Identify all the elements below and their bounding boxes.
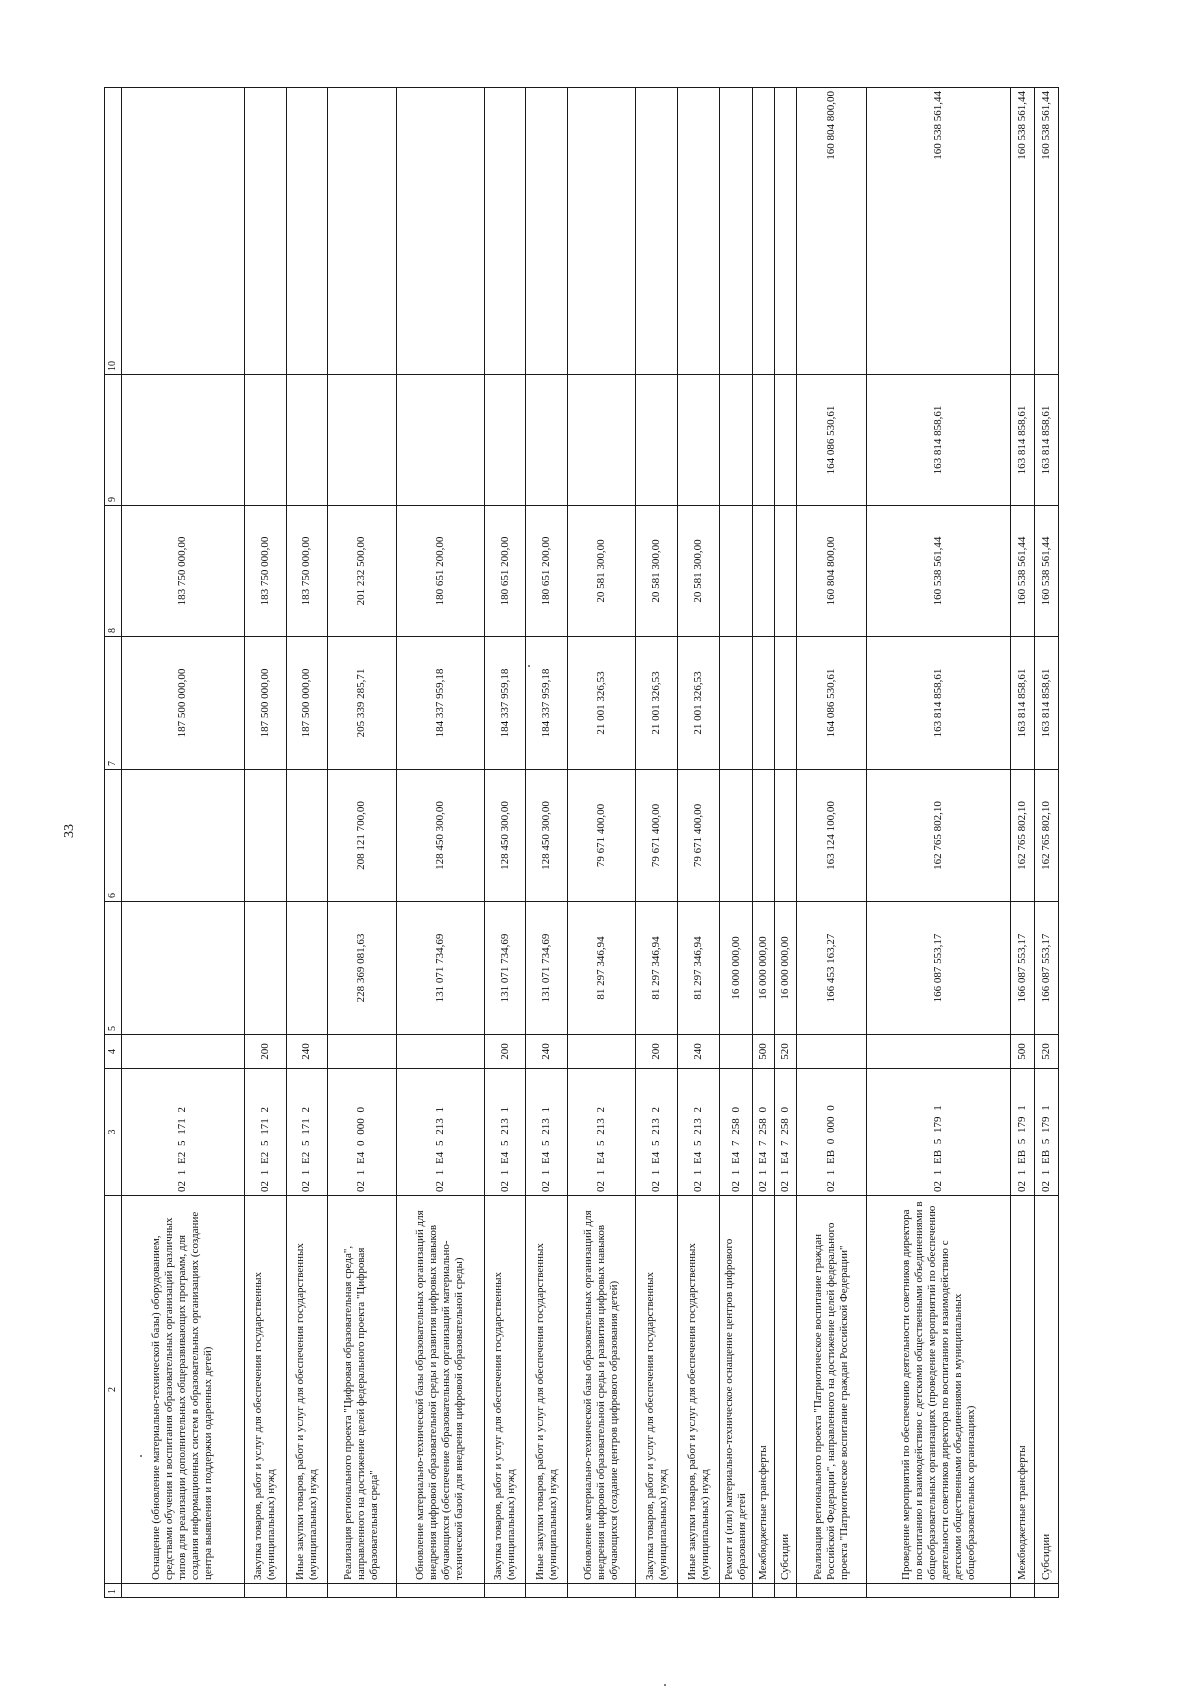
header-cell: 1 [105, 1584, 122, 1598]
amount-cell-col8: 20 581 300,00 [568, 506, 636, 637]
amount-cell-col7: 205 339 285,71 [328, 637, 396, 770]
description-cell: Субсидии [1034, 1196, 1058, 1584]
amount-cell-col6: 128 450 300,00 [484, 770, 526, 902]
amount-cell-col6 [720, 770, 753, 902]
amount-cell-col6: 79 671 400,00 [636, 770, 678, 902]
amount-cell-col10 [720, 88, 753, 375]
budget-code-cell: 02 1 Е4 0 000 0 [328, 1069, 396, 1196]
row-number-cell [396, 1584, 484, 1598]
budget-code-cell: 02 1 Е4 7 258 0 [720, 1069, 753, 1196]
header-cell: 4 [105, 1035, 122, 1069]
table-row [1010, 88, 1034, 1598]
amount-cell-col7: 184 337 959,18 [396, 637, 484, 770]
row-number-cell [775, 1584, 797, 1598]
budget-code-cell: 02 1 Е4 7 258 0 [753, 1069, 775, 1196]
row-number-cell [1010, 1584, 1034, 1598]
amount-cell-col5: 16 000 000,00 [720, 902, 753, 1035]
amount-cell-col5: 81 297 346,94 [568, 902, 636, 1035]
expense-type-cell [396, 1035, 484, 1069]
amount-cell-col10 [678, 88, 720, 375]
amount-cell-col7: 187 500 000,00 [244, 637, 286, 770]
amount-cell-col7: 163 814 858,61 [867, 637, 1010, 770]
amount-cell-col5 [121, 902, 244, 1035]
amount-cell-col10 [753, 88, 775, 375]
amount-cell-col9 [568, 375, 636, 506]
table-row [636, 88, 678, 1598]
row-number-cell [678, 1584, 720, 1598]
amount-cell-col8: 160 538 561,44 [867, 506, 1010, 637]
amount-cell-col5: 81 297 346,94 [636, 902, 678, 1035]
budget-code-cell: 02 1 ЕВ 5 179 1 [1034, 1069, 1058, 1196]
amount-cell-col9: 163 814 858,61 [867, 375, 1010, 506]
amount-cell-col7 [775, 637, 797, 770]
description-cell: Иные закупки товаров, работ и услуг для обеспечения государственных (муниципальных) нужд [678, 1196, 720, 1584]
description-cell: Проведение мероприятий по обеспечению деятельности советников директора по воспитанию и взаимодействию с детскими общественными объединениями в общеобразовательных организациях (проведение мероприятий по обеспечению деятельности советников директора по воспитанию и взаимодействию с детскими общественными объединениями в муниципальных общеобразовательных организациях) [867, 1196, 1010, 1584]
amount-cell-col5: 166 087 553,17 [1034, 902, 1058, 1035]
row-number-cell [484, 1584, 526, 1598]
amount-cell-col10: 160 538 561,44 [1034, 88, 1058, 375]
table-row [526, 88, 568, 1598]
amount-cell-col10: 160 538 561,44 [1010, 88, 1034, 375]
amount-cell-col10 [244, 88, 286, 375]
row-number-cell [753, 1584, 775, 1598]
amount-cell-col8: 180 651 200,00 [484, 506, 526, 637]
row-number-cell [244, 1584, 286, 1598]
amount-cell-col10: 160 538 561,44 [867, 88, 1010, 375]
amount-cell-col8: 160 804 800,00 [797, 506, 867, 637]
expense-type-cell: 240 [526, 1035, 568, 1069]
header-cell: 8 [105, 506, 122, 637]
expense-type-cell: 520 [775, 1035, 797, 1069]
expense-type-cell: 240 [678, 1035, 720, 1069]
amount-cell-col9 [484, 375, 526, 506]
budget-code-cell: 02 1 ЕВ 5 179 1 [867, 1069, 1010, 1196]
amount-cell-col9 [636, 375, 678, 506]
page-number: 33 [62, 824, 77, 838]
amount-cell-col6: 79 671 400,00 [568, 770, 636, 902]
header-cell: 7 [105, 637, 122, 770]
amount-cell-col7: 21 001 326,53 [678, 637, 720, 770]
expense-type-cell [797, 1035, 867, 1069]
amount-cell-col10 [286, 88, 328, 375]
budget-code-cell: 02 1 Е2 5 171 2 [286, 1069, 328, 1196]
amount-cell-col5: 16 000 000,00 [753, 902, 775, 1035]
row-number-cell [286, 1584, 328, 1598]
description-cell: Субсидии [775, 1196, 797, 1584]
amount-cell-col7: 21 001 326,53 [636, 637, 678, 770]
header-cell: 10 [105, 88, 122, 375]
budget-code-cell: 02 1 Е4 5 213 2 [568, 1069, 636, 1196]
amount-cell-col8: 160 538 561,44 [1034, 506, 1058, 637]
amount-cell-col8 [753, 506, 775, 637]
amount-cell-col8: 180 651 200,00 [526, 506, 568, 637]
expense-type-cell: 500 [753, 1035, 775, 1069]
amount-cell-col9: 163 814 858,61 [1034, 375, 1058, 506]
budget-code-cell: 02 1 Е4 5 213 1 [526, 1069, 568, 1196]
table-row [775, 88, 797, 1598]
amount-cell-col5: 131 071 734,69 [484, 902, 526, 1035]
expense-type-cell: 200 [484, 1035, 526, 1069]
amount-cell-col5 [244, 902, 286, 1035]
amount-cell-col10 [396, 88, 484, 375]
row-number-cell [797, 1584, 867, 1598]
table-row [328, 88, 396, 1598]
amount-cell-col6 [775, 770, 797, 902]
amount-cell-col6: 162 765 802,10 [1034, 770, 1058, 902]
amount-cell-col6 [286, 770, 328, 902]
budget-code-cell: 02 1 Е2 5 171 2 [244, 1069, 286, 1196]
budget-code-cell: 02 1 ЕВ 5 179 1 [1010, 1069, 1034, 1196]
amount-cell-col5: 166 087 553,17 [867, 902, 1010, 1035]
description-cell: Межбюджетные трансферты [753, 1196, 775, 1584]
table-row [753, 88, 775, 1598]
expense-type-cell: 500 [1010, 1035, 1034, 1069]
amount-cell-col6 [244, 770, 286, 902]
amount-cell-col10 [328, 88, 396, 375]
description-cell: Закупка товаров, работ и услуг для обеспечения государственных (муниципальных) нужд [244, 1196, 286, 1584]
amount-cell-col6: 208 121 700,00 [328, 770, 396, 902]
amount-cell-col7 [720, 637, 753, 770]
description-cell: Закупка товаров, работ и услуг для обеспечения государственных (муниципальных) нужд [636, 1196, 678, 1584]
amount-cell-col6: 128 450 300,00 [396, 770, 484, 902]
expense-type-cell [568, 1035, 636, 1069]
table-row [121, 88, 244, 1598]
header-cell: 5 [105, 902, 122, 1035]
description-cell: Реализация регионального проекта "Цифровая образовательная среда", направленного на достижение целей федерального проекта "Цифровая образовательная среда" [328, 1196, 396, 1584]
table-row [286, 88, 328, 1598]
amount-cell-col7: 164 086 530,61 [797, 637, 867, 770]
description-cell: Оснащение (обновление материально-технической базы) оборудованием, средствами обучения и воспитания образовательных организаций различных типов для реализации дополнительных общеразвивающих программ, для создания информационных систем в образовательных организациях (создание центра выявления и поддержки одаренных детей) [121, 1196, 244, 1584]
amount-cell-col9 [526, 375, 568, 506]
amount-cell-col8: 183 750 000,00 [121, 506, 244, 637]
expense-type-cell: 200 [636, 1035, 678, 1069]
amount-cell-col10 [636, 88, 678, 375]
row-number-cell [121, 1584, 244, 1598]
amount-cell-col9 [753, 375, 775, 506]
amount-cell-col9: 164 086 530,61 [797, 375, 867, 506]
row-number-cell [568, 1584, 636, 1598]
amount-cell-col7: 163 814 858,61 [1034, 637, 1058, 770]
table-row [568, 88, 636, 1598]
header-cell: 6 [105, 770, 122, 902]
amount-cell-col8: 20 581 300,00 [678, 506, 720, 637]
budget-code-cell: 02 1 Е4 7 258 0 [775, 1069, 797, 1196]
amount-cell-col8: 183 750 000,00 [244, 506, 286, 637]
expense-type-cell: 200 [244, 1035, 286, 1069]
amount-cell-col8: 20 581 300,00 [636, 506, 678, 637]
amount-cell-col7: 184 337 959,18 [526, 637, 568, 770]
amount-cell-col6 [121, 770, 244, 902]
amount-cell-col6: 128 450 300,00 [526, 770, 568, 902]
row-number-cell [867, 1584, 1010, 1598]
amount-cell-col6: 79 671 400,00 [678, 770, 720, 902]
header-cell: 3 [105, 1069, 122, 1196]
amount-cell-col8: 183 750 000,00 [286, 506, 328, 637]
amount-cell-col5: 131 071 734,69 [396, 902, 484, 1035]
amount-cell-col8: 180 651 200,00 [396, 506, 484, 637]
amount-cell-col8: 160 538 561,44 [1010, 506, 1034, 637]
budget-table-rotated [104, 88, 1059, 1598]
amount-cell-col10: 160 804 800,00 [797, 88, 867, 375]
amount-cell-col8 [775, 506, 797, 637]
header-row [105, 88, 122, 1598]
description-cell: Иные закупки товаров, работ и услуг для обеспечения государственных (муниципальных) нужд [526, 1196, 568, 1584]
scan-speck [140, 1455, 142, 1457]
amount-cell-col7 [753, 637, 775, 770]
amount-cell-col5: 166 453 163,27 [797, 902, 867, 1035]
expense-type-cell [720, 1035, 753, 1069]
amount-cell-col9: 163 814 858,61 [1010, 375, 1034, 506]
scan-speck [664, 1684, 666, 1686]
scan-speck [528, 665, 530, 667]
amount-cell-col8 [720, 506, 753, 637]
description-cell: Ремонт и (или) материально-техническое оснащение центров цифрового образования детей [720, 1196, 753, 1584]
description-cell: Закупка товаров, работ и услуг для обеспечения государственных (муниципальных) нужд [484, 1196, 526, 1584]
amount-cell-col10 [526, 88, 568, 375]
amount-cell-col7: 184 337 959,18 [484, 637, 526, 770]
amount-cell-col10 [121, 88, 244, 375]
amount-cell-col7: 187 500 000,00 [121, 637, 244, 770]
row-number-cell [720, 1584, 753, 1598]
expense-type-cell [328, 1035, 396, 1069]
amount-cell-col9 [121, 375, 244, 506]
row-number-cell [636, 1584, 678, 1598]
table-row [797, 88, 867, 1598]
budget-code-cell: 02 1 Е2 5 171 2 [121, 1069, 244, 1196]
expense-type-cell: 240 [286, 1035, 328, 1069]
amount-cell-col6: 162 765 802,10 [867, 770, 1010, 902]
amount-cell-col5: 131 071 734,69 [526, 902, 568, 1035]
amount-cell-col9 [328, 375, 396, 506]
amount-cell-col5 [286, 902, 328, 1035]
amount-cell-col10 [775, 88, 797, 375]
table-row [867, 88, 1010, 1598]
amount-cell-col6 [753, 770, 775, 902]
amount-cell-col9 [678, 375, 720, 506]
amount-cell-col9 [244, 375, 286, 506]
table-row [720, 88, 753, 1598]
amount-cell-col6: 162 765 802,10 [1010, 770, 1034, 902]
table-row [484, 88, 526, 1598]
description-cell: Обновление материально-технической базы образовательных организаций для внедрения цифровой образовательной среды и развития цифровых навыков обучающихся (создание центров цифрового образования детей) [568, 1196, 636, 1584]
amount-cell-col7: 187 500 000,00 [286, 637, 328, 770]
table-row [1034, 88, 1058, 1598]
table-row [244, 88, 286, 1598]
amount-cell-col5: 16 000 000,00 [775, 902, 797, 1035]
budget-code-cell: 02 1 Е4 5 213 2 [678, 1069, 720, 1196]
amount-cell-col9 [720, 375, 753, 506]
budget-code-cell: 02 1 ЕВ 0 000 0 [797, 1069, 867, 1196]
amount-cell-col10 [484, 88, 526, 375]
expense-type-cell [867, 1035, 1010, 1069]
description-cell: Реализация регионального проекта "Патриотическое воспитание граждан Российской Федерации", направленного на достижение целей федерального проекта "Патриотическое воспитание граждан Российской Федерации" [797, 1196, 867, 1584]
row-number-cell [328, 1584, 396, 1598]
amount-cell-col5: 166 087 553,17 [1010, 902, 1034, 1035]
amount-cell-col9 [286, 375, 328, 506]
table-row [396, 88, 484, 1598]
budget-code-cell: 02 1 Е4 5 213 1 [396, 1069, 484, 1196]
description-cell: Межбюджетные трансферты [1010, 1196, 1034, 1584]
table-body [105, 88, 1059, 1598]
amount-cell-col7: 163 814 858,61 [1010, 637, 1034, 770]
description-cell: Обновление материально-технической базы образовательных организаций для внедрения цифровой образовательной среды и развития цифровых навыков обучающихся (обеспечение образовательных организаций материально-технической базой для внедрения цифровой образовательной среды) [396, 1196, 484, 1584]
expense-type-cell [121, 1035, 244, 1069]
description-cell: Иные закупки товаров, работ и услуг для обеспечения государственных (муниципальных) нужд [286, 1196, 328, 1584]
row-number-cell [1034, 1584, 1058, 1598]
header-cell: 9 [105, 375, 122, 506]
header-cell: 2 [105, 1196, 122, 1584]
budget-code-cell: 02 1 Е4 5 213 2 [636, 1069, 678, 1196]
amount-cell-col5: 228 369 081,63 [328, 902, 396, 1035]
budget-code-cell: 02 1 Е4 5 213 1 [484, 1069, 526, 1196]
amount-cell-col9 [775, 375, 797, 506]
amount-cell-col7: 21 001 326,53 [568, 637, 636, 770]
table-row [678, 88, 720, 1598]
amount-cell-col5: 81 297 346,94 [678, 902, 720, 1035]
amount-cell-col8: 201 232 500,00 [328, 506, 396, 637]
budget-table [104, 87, 1059, 1598]
expense-type-cell: 520 [1034, 1035, 1058, 1069]
amount-cell-col10 [568, 88, 636, 375]
amount-cell-col9 [396, 375, 484, 506]
amount-cell-col6: 163 124 100,00 [797, 770, 867, 902]
row-number-cell [526, 1584, 568, 1598]
